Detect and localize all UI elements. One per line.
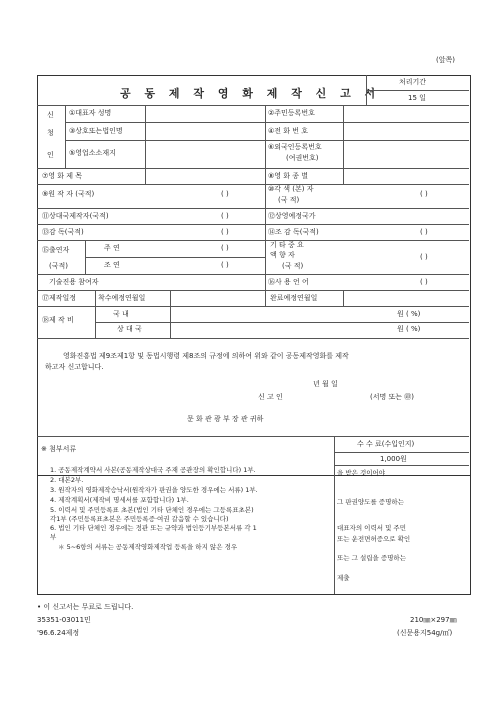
footer-note: • 이 신고서는 무료로 드립니다. — [37, 603, 134, 611]
attachment-item-3: 3. 원작자의 영화제작승낙서(원작자가 판권을 양도한 경우에는 서류) 1부. — [50, 486, 258, 494]
director-nat: ( ) — [221, 228, 229, 236]
section-char-2: 청 — [47, 129, 54, 137]
attachment-item-1: 1. 공동제작계약서 사본(공동제작상대국 주재 공관장의 확인합니다) 1부. — [50, 466, 256, 474]
schedule-label: ⑰제작일정 — [42, 294, 77, 302]
lead-nat: ( ) — [221, 244, 229, 252]
fee-note-2: 그 판권양도를 증명하는 — [337, 498, 404, 506]
screening-country-label: ⑫상영예정국가 — [268, 212, 316, 220]
reg-no-label: ②주민등록번호 — [268, 109, 315, 117]
rep-name-label: ①대표자 성명 — [69, 109, 112, 117]
language-nat: ( ) — [420, 278, 428, 286]
cast-nat-label: (국적) — [49, 262, 68, 270]
screenwriter-nat: ( ) — [420, 190, 428, 198]
genre-label: ⑧영 화 종 별 — [268, 172, 308, 180]
form-title: 공 동 제 작 영 화 제 작 신 고 서 — [120, 87, 381, 100]
foreign-amount: 원 ( %) — [397, 325, 421, 333]
cost-label: ⑱제 작 비 — [42, 316, 74, 324]
section-char-3: 인 — [47, 151, 54, 159]
signature-label: (서명 또는 ㊞) — [370, 393, 414, 401]
domestic-amount: 원 ( %) — [397, 310, 421, 318]
assistant-director-nat: ( ) — [420, 228, 428, 236]
paper-size: 210㎜×297㎜ — [410, 616, 457, 624]
supporting-nat: ( ) — [221, 261, 229, 269]
attachments-heading: ※ 첨부서류 — [41, 445, 77, 453]
partner-label: ⑪상대국제작자(국적) — [42, 212, 109, 220]
other-staff-1: 기 타 중 요 — [270, 241, 304, 249]
domestic-label: 국 내 — [113, 310, 129, 318]
assistant-director-label: ⑭조 감 독(국적) — [268, 228, 319, 236]
tech-staff-label: 기술진용 참여자 — [49, 278, 99, 286]
address-label: ⑤영업소소재지 — [69, 149, 116, 157]
declarant-label: 신 고 인 — [258, 393, 283, 401]
form-code: 35351-03011민 — [37, 616, 91, 624]
other-staff-2: 액 향 자 — [270, 251, 295, 259]
declaration-date: 년 월 일 — [313, 380, 338, 388]
recipient: 문 화 관 광 부 장 관 귀하 — [187, 415, 264, 423]
foreign-label: 상 대 국 — [117, 325, 142, 333]
film-title-label: ⑦영 화 제 목 — [42, 172, 82, 180]
processing-period-label: 처리기간 — [399, 78, 427, 86]
original-author-nat: ( ) — [221, 190, 229, 198]
start-date-label: 착수예정연월일 — [98, 294, 146, 302]
other-staff-3: (국 적) — [282, 262, 304, 270]
trade-name-label: ③상호또는법인명 — [69, 127, 123, 135]
lead-label: 주 연 — [104, 244, 120, 252]
attachment-item-2: 2. 대본2부. — [50, 476, 84, 484]
attachment-item-6: 각1부 (주민등록표초본은 주민등록증·여권 갈음할 수 있습니다) — [50, 515, 229, 523]
declaration-line-2: 하고자 신고합니다. — [45, 363, 104, 371]
passport-label: (여권번호) — [286, 154, 319, 162]
screenwriter-nat-label: (국 적) — [278, 196, 300, 204]
partner-nat: ( ) — [221, 212, 229, 220]
attachment-item-7: 6. 법인 기타 단체인 경우에는 정관 또는 규약과 법인등기부등본서류 각 1 — [50, 524, 257, 532]
attachment-item-9: ＊ 5~6항의 서류는 공동제작영화제작업 등록을 하지 않은 경우 — [58, 543, 238, 551]
processing-period-value: 15 일 — [408, 94, 426, 102]
director-label: ⑬감 독(국적) — [42, 228, 84, 236]
original-author-label: ⑨원 작 자 (국적) — [42, 190, 95, 198]
fee-note-1: 을 받은 것이어야 — [337, 469, 386, 477]
fee-note-4: 또는 운전면허증으로 확인 — [337, 535, 411, 543]
language-label: ⑯사 용 언 어 — [268, 278, 309, 286]
fee-note-3: 대표자의 이력서 및 주민 — [337, 524, 406, 532]
complete-date-label: 완료예정연월일 — [270, 294, 318, 302]
declaration-line-1: 영화진흥법 제9조제1항 및 동법시행령 제8조의 규정에 의하여 위와 같이 공동제작영화를 제작 — [63, 352, 349, 360]
side-indicator: (앞쪽) — [436, 56, 455, 64]
attachment-item-5: 5. 이력서 및 주민등록표 초본(법인 기타 단체인 경우에는 그등록표초본) — [50, 506, 254, 514]
fee-note-6: 제출 — [337, 574, 350, 582]
supporting-label: 조 연 — [104, 261, 120, 269]
other-staff-nat: ( ) — [420, 253, 428, 261]
foreign-reg-label: ⑥외국인등록번호 — [268, 143, 322, 151]
cast-label: ⑮출연자 — [42, 246, 70, 254]
fee-amount: 1,000원 — [380, 455, 407, 463]
attachment-item-8: 부 — [50, 533, 57, 541]
fee-note-5: 또는 그 설립을 증명하는 — [337, 554, 406, 562]
paper-type: (신문용지54g/㎡) — [397, 629, 453, 637]
attachment-item-4: 4. 제작계획서(제작비 명세서를 포함합니다) 1부. — [50, 496, 189, 504]
fee-label: 수 수 료(수입인지) — [357, 440, 415, 448]
phone-label: ④전 화 번 호 — [268, 127, 308, 135]
screenwriter-label: ⑩각 색 (본) 자 — [268, 185, 314, 193]
form-date: '96.6.24제정 — [37, 629, 80, 637]
section-char-1: 신 — [47, 111, 54, 119]
